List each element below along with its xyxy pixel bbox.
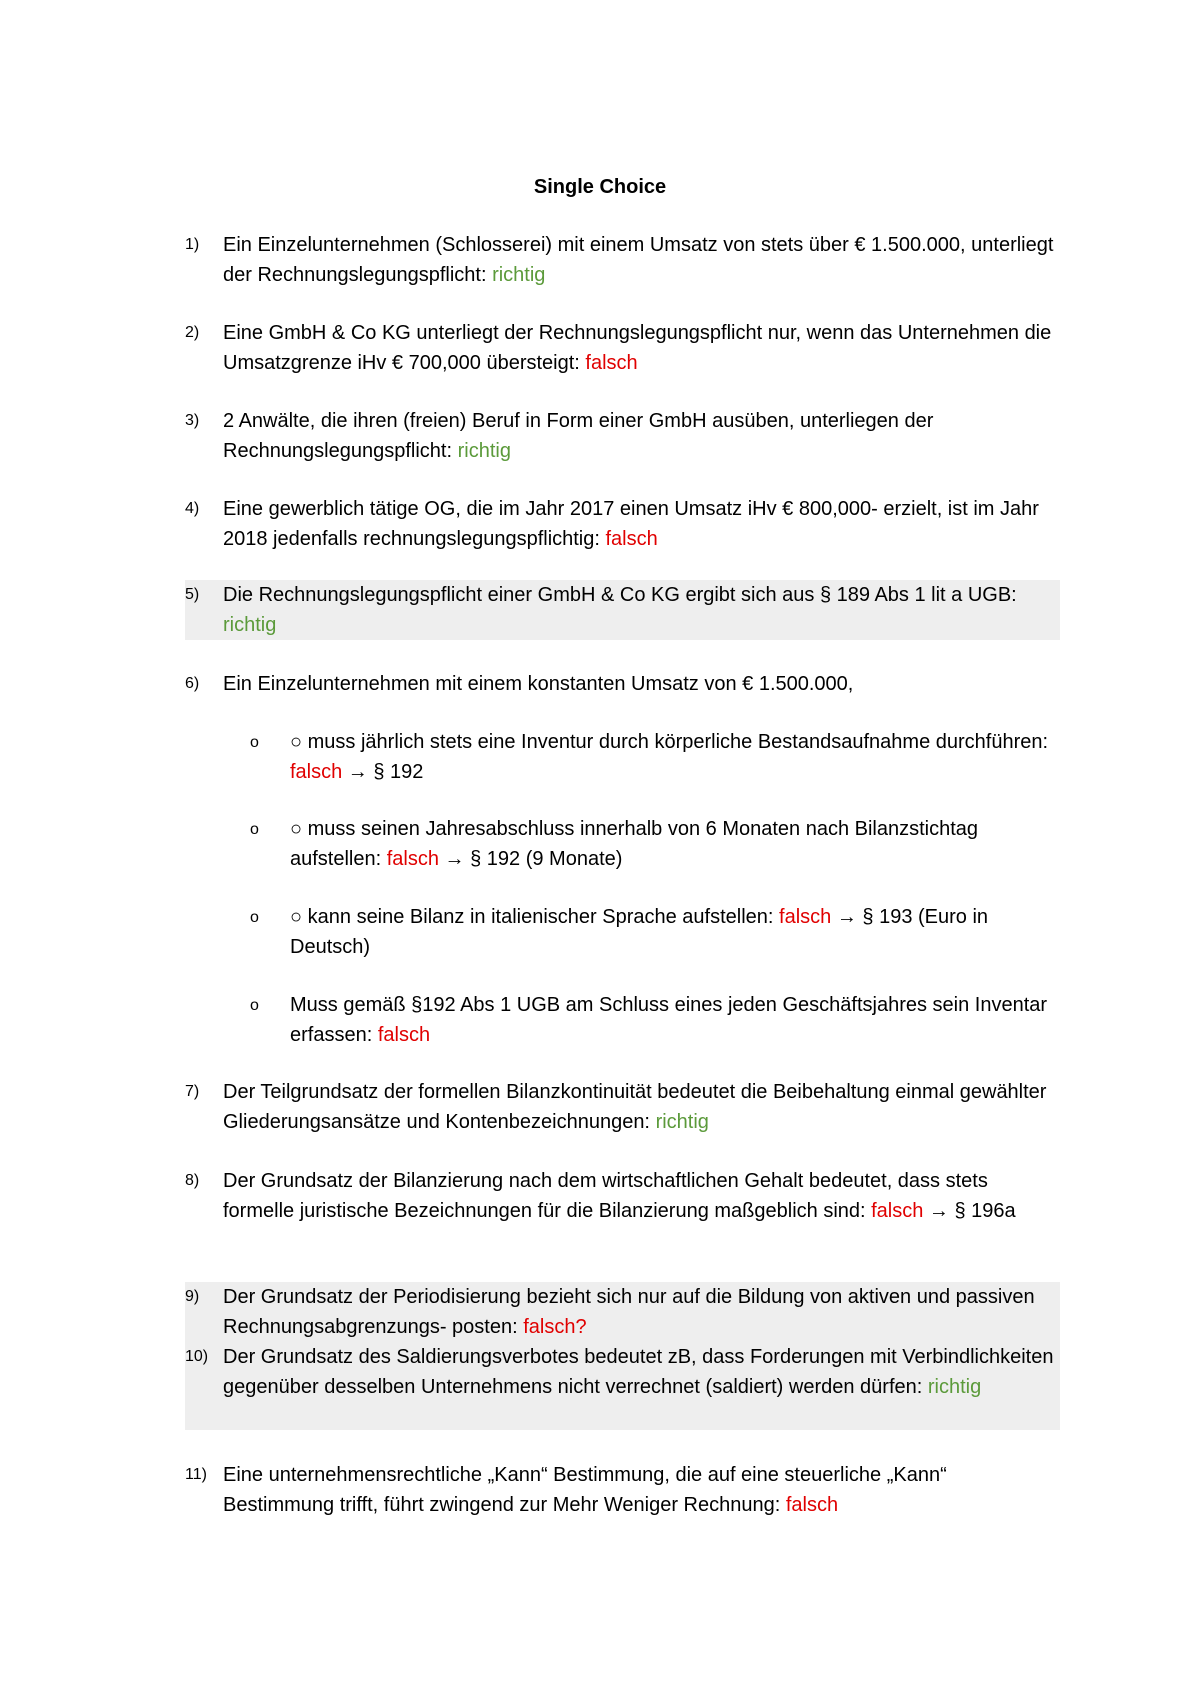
answer-label: falsch <box>290 761 343 783</box>
question-text: Eine GmbH & Co KG unterliegt der Rechnungslegungspflicht nur, wenn das Unternehmen die Umsatzgrenze iHv € 700,000 übersteigt: <box>223 322 1052 374</box>
sub-item-text: ○ muss seinen Jahresabschluss innerhalb von 6 Monaten nach Bilanzstichtag aufstellen: <box>290 818 979 870</box>
sub-item-text-block <box>290 902 1060 962</box>
sub-item-text: ○ kann seine Bilanz in italienischer Sprache aufstellen: <box>290 906 780 928</box>
question-text-block <box>223 406 1060 466</box>
reference-text: → § 193 (Euro in Deutsch) <box>290 906 989 958</box>
sub-item <box>250 990 1060 1050</box>
answer-label: falsch <box>605 528 658 550</box>
question-text: Der Grundsatz des Saldierungsverbotes bedeutet zB, dass Forderungen mit Verbindlichkeiten gegenüber desselben Unternehmens nicht verrechnet (saldiert) werden dürfen: <box>223 1346 1054 1398</box>
question-text: Der Teilgrundsatz der formellen Bilanzkontinuität bedeutet die Beibehaltung einmal gewählter Gliederungsansätze und Kontenbezeichnungen: <box>223 1081 1047 1133</box>
sub-item <box>250 727 1060 787</box>
question-number: 10) <box>185 1348 209 1365</box>
question-item <box>185 580 1060 640</box>
question-item <box>185 669 1060 699</box>
page-title: Single Choice <box>533 176 667 198</box>
answer-label: falsch? <box>523 1316 587 1338</box>
question-text-block <box>223 1342 1060 1402</box>
question-number: 1) <box>185 236 200 253</box>
question-text: Der Grundsatz der Bilanzierung nach dem wirtschaftlichen Gehalt bedeutet, dass stets formelle juristische Bezeichnungen für die Bilanzierung maßgeblich sind: <box>223 1170 988 1222</box>
sub-item-text: ○ muss jährlich stets eine Inventur durch körperliche Bestandsaufnahme durchführen: <box>290 731 1049 753</box>
answer-label: falsch <box>779 906 832 928</box>
question-text-block <box>223 230 1060 290</box>
reference-text: → § 192 <box>342 761 424 783</box>
answer-label: richtig <box>927 1376 982 1398</box>
bullet-icon: o <box>250 909 259 926</box>
question-item <box>185 406 1060 466</box>
question-number: 5) <box>185 586 200 603</box>
answer-label: falsch <box>585 352 638 374</box>
answer-label: richtig <box>655 1111 709 1133</box>
bullet-icon: o <box>250 997 259 1014</box>
answer-label: falsch <box>785 1494 839 1516</box>
question-item <box>185 1077 1060 1137</box>
question-number: 2) <box>185 324 200 341</box>
question-text-block <box>223 1282 1060 1342</box>
question-number: 3) <box>185 412 200 429</box>
question-item <box>185 494 1060 554</box>
sub-item <box>250 902 1060 962</box>
question-item <box>185 1166 1060 1226</box>
sub-item-text: Muss gemäß §192 Abs 1 UGB am Schluss eines jeden Geschäftsjahres sein Inventar erfassen: <box>290 994 1048 1046</box>
question-text: Eine gewerblich tätige OG, die im Jahr 2017 einen Umsatz iHv € 800,000- erzielt, ist im Jahr 2018 jedenfalls rechnungslegungspflichtig: <box>223 498 1039 550</box>
bullet-icon: o <box>250 821 259 838</box>
question-text: 2 Anwälte, die ihren (freien) Beruf in Form einer GmbH ausüben, unterliegen der Rechnungslegungspflicht: <box>223 410 934 462</box>
question-text: Ein Einzelunternehmen (Schlosserei) mit einem Umsatz von stets über € 1.500.000, unterliegt der Rechnungslegungspflicht: <box>223 234 1054 286</box>
question-number: 8) <box>185 1172 200 1189</box>
answer-label: richtig <box>223 614 277 636</box>
answer-label: richtig <box>492 264 546 286</box>
bullet-icon: o <box>250 734 259 751</box>
answer-label: richtig <box>457 440 511 462</box>
question-text-block <box>223 580 1060 640</box>
sub-item-text-block <box>290 990 1060 1050</box>
question-number: 4) <box>185 500 200 517</box>
question-item <box>185 1342 1060 1430</box>
question-item <box>185 1282 1060 1342</box>
question-text: Ein Einzelunternehmen mit einem konstanten Umsatz von € 1.500.000, <box>223 673 854 695</box>
question-text-block <box>223 1460 1060 1520</box>
answer-label: falsch <box>386 848 439 870</box>
question-text: Die Rechnungslegungspflicht einer GmbH & Co KG ergibt sich aus § 189 Abs 1 lit a UGB: <box>223 584 1017 606</box>
sub-item-text-block <box>290 727 1060 787</box>
question-text-block <box>223 494 1060 554</box>
question-number: 9) <box>185 1288 200 1305</box>
question-item <box>185 230 1060 290</box>
question-text-block <box>223 669 1060 699</box>
question-text-block <box>223 1166 1060 1226</box>
question-text: Eine unternehmensrechtliche „Kann“ Bestimmung, die auf eine steuerliche „Kann“ Bestimmung trifft, führt zwingend zur Mehr Weniger Rechnung: <box>223 1464 947 1516</box>
sub-item <box>250 814 1060 874</box>
question-number: 6) <box>185 675 200 692</box>
question-number: 7) <box>185 1083 200 1100</box>
shaded-question-block <box>185 1282 1060 1430</box>
question-text-block <box>223 1077 1060 1137</box>
question-item <box>185 1460 1060 1520</box>
answer-label: falsch <box>377 1024 431 1046</box>
question-number: 11) <box>185 1466 207 1483</box>
question-item <box>185 318 1060 378</box>
answer-label: falsch <box>871 1200 924 1222</box>
reference-text: → § 196a <box>923 1200 1016 1222</box>
question-text: Der Grundsatz der Periodisierung bezieht sich nur auf die Bildung von aktiven und passiven Rechnungsabgrenzungs- posten: <box>223 1286 1035 1338</box>
question-text-block <box>223 318 1060 378</box>
reference-text: → § 192 (9 Monate) <box>438 848 623 870</box>
sub-item-text-block <box>290 814 1060 874</box>
